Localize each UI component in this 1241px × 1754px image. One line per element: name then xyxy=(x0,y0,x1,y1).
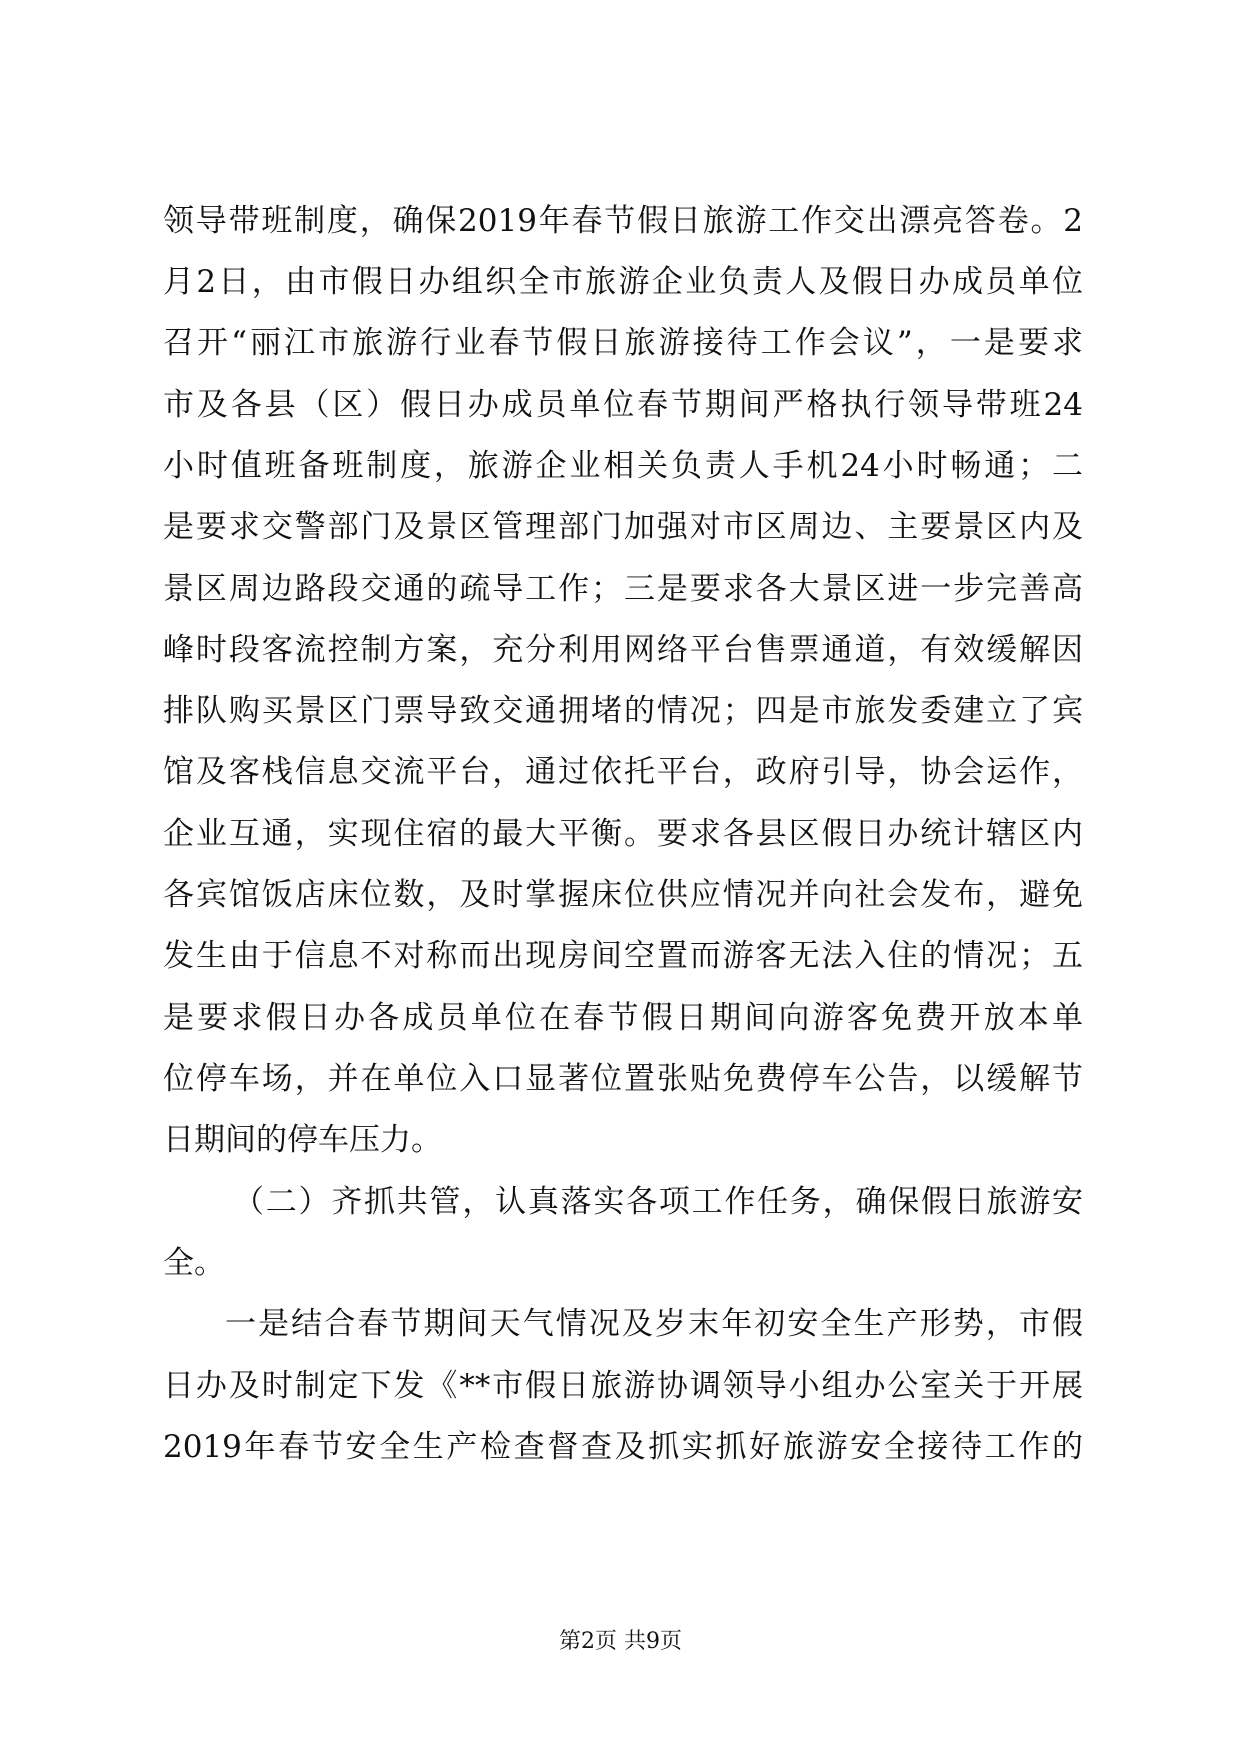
text-line: 2019年春节安全生产检查督查及抓实抓好旅游安全接待工作的 xyxy=(163,1429,1083,1465)
text-line: 排队购买景区门票导致交通拥堵的情况；四是市旅发委建立了宾 xyxy=(163,693,1083,729)
text-line: 馆及客栈信息交流平台，通过依托平台，政府引导，协会运作， xyxy=(163,754,1083,790)
text-line: 日期间的停车压力。 xyxy=(163,1122,442,1158)
section-heading-continued: 全。 xyxy=(163,1245,225,1281)
text-line: 企业互通，实现住宿的最大平衡。要求各县区假日办统计辖区内 xyxy=(163,816,1083,852)
text-line: 召开“丽江市旅游行业春节假日旅游接待工作会议”，一是要求 xyxy=(163,325,1083,361)
text-line: 市及各县（区）假日办成员单位春节期间严格执行领导带班24 xyxy=(163,387,1083,423)
text-line: 日办及时制定下发《**市假日旅游协调领导小组办公室关于开展 xyxy=(163,1368,1083,1404)
text-line: 一是结合春节期间天气情况及岁末年初安全生产形势，市假 xyxy=(225,1306,1083,1342)
section-heading: （二）齐抓共管，认真落实各项工作任务，确保假日旅游安 xyxy=(233,1184,1083,1220)
text-line: 各宾馆饭店床位数，及时掌握床位供应情况并向社会发布，避免 xyxy=(163,877,1083,913)
text-line: 领导带班制度，确保2019年春节假日旅游工作交出漂亮答卷。2 xyxy=(163,203,1083,239)
text-line: 发生由于信息不对称而出现房间空置而游客无法入住的情况；五 xyxy=(163,938,1083,974)
text-line: 是要求假日办各成员单位在春节假日期间向游客免费开放本单 xyxy=(163,1000,1083,1036)
text-line: 景区周边路段交通的疏导工作；三是要求各大景区进一步完善高 xyxy=(163,571,1083,607)
text-line: 位停车场，并在单位入口显著位置张贴免费停车公告，以缓解节 xyxy=(163,1061,1083,1097)
text-line: 小时值班备班制度，旅游企业相关负责人手机24小时畅通；二 xyxy=(163,448,1083,484)
text-line: 月2日，由市假日办组织全市旅游企业负责人及假日办成员单位 xyxy=(163,264,1083,300)
text-line: 峰时段客流控制方案，充分利用网络平台售票通道，有效缓解因 xyxy=(163,632,1083,668)
page-number-footer: 第2页 共9页 xyxy=(559,1629,682,1654)
text-line: 是要求交警部门及景区管理部门加强对市区周边、主要景区内及 xyxy=(163,509,1083,545)
